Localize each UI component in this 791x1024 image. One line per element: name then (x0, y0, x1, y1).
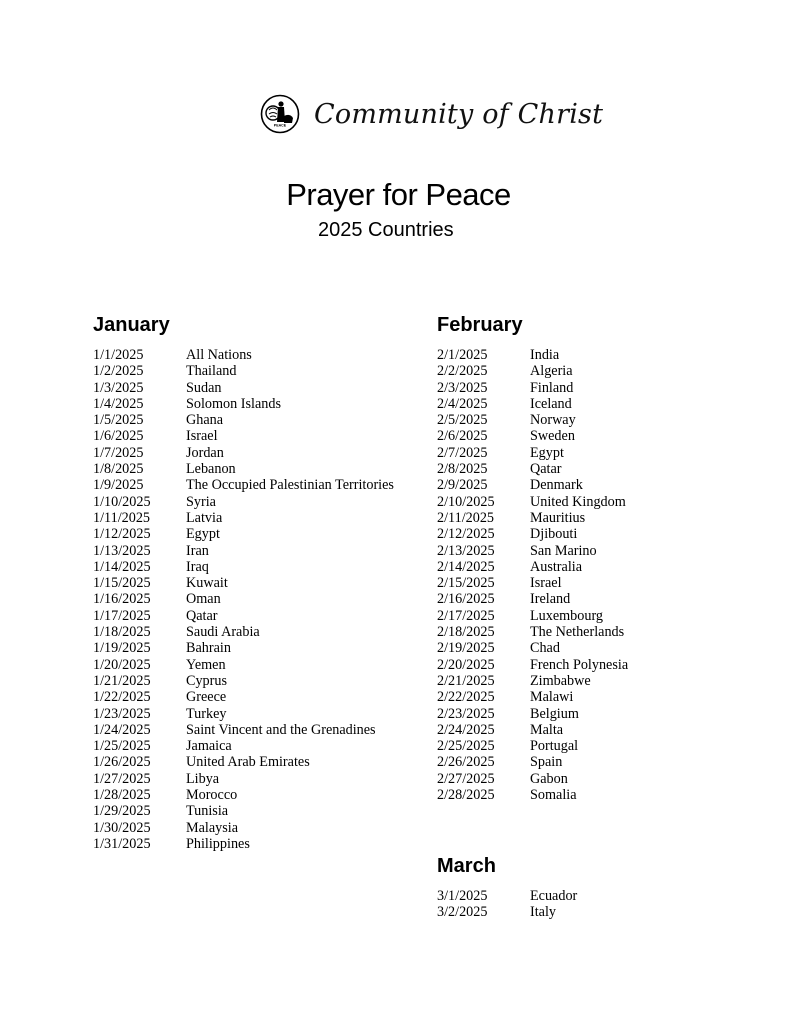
list-item (437, 559, 628, 575)
entry-date: 1/20/2025 (93, 656, 151, 673)
entry-date: 2/1/2025 (437, 347, 488, 363)
entry-date: 1/14/2025 (93, 558, 151, 575)
list-item (437, 396, 628, 412)
entry-country: Norway (530, 412, 576, 429)
list-item (93, 689, 394, 705)
entry-date: 2/25/2025 (437, 738, 495, 755)
entry-date: 1/12/2025 (93, 526, 151, 543)
organization-name: Community of Christ (314, 98, 604, 130)
list-item (437, 888, 577, 904)
entry-country: Ireland (530, 591, 571, 608)
list-item (93, 608, 394, 624)
entry-date: 1/5/2025 (93, 412, 144, 429)
entry-country: Iraq (186, 558, 209, 575)
entry-country: Egypt (530, 444, 564, 461)
entry-country: Luxembourg (530, 607, 604, 624)
entry-date: 2/11/2025 (437, 509, 495, 526)
entry-country: Portugal (530, 738, 579, 755)
entry-date: 2/27/2025 (437, 770, 495, 787)
entry-country: Italy (530, 904, 556, 921)
month-section-january (93, 311, 394, 852)
entry-country: French Polynesia (530, 656, 629, 673)
list-item (93, 461, 394, 477)
entry-country: Malawi (530, 689, 574, 706)
entry-date: 1/16/2025 (93, 591, 151, 608)
entry-date: 3/2/2025 (437, 904, 488, 921)
entry-country: Tunisia (186, 803, 229, 820)
entry-country: Libya (186, 770, 220, 787)
entry-date: 3/1/2025 (437, 888, 488, 904)
entry-date: 2/14/2025 (437, 558, 495, 575)
list-item (93, 820, 394, 836)
list-item (437, 428, 628, 444)
entry-country: Solomon Islands (186, 395, 281, 412)
list-item (93, 428, 394, 444)
list-item (437, 722, 628, 738)
list-item (93, 706, 394, 722)
entry-date: 1/4/2025 (93, 395, 144, 412)
entry-date: 2/16/2025 (437, 591, 495, 608)
entry-date: 2/18/2025 (437, 624, 495, 641)
list-item (437, 657, 628, 673)
list-item (437, 575, 628, 591)
entry-date: 1/28/2025 (93, 787, 151, 804)
entry-date: 1/21/2025 (93, 672, 151, 689)
entry-country: Qatar (186, 607, 218, 624)
entry-date: 2/13/2025 (437, 542, 495, 559)
entry-country: India (530, 347, 560, 363)
list-item (437, 510, 628, 526)
entry-country: Zimbabwe (530, 672, 591, 689)
entry-country: Belgium (530, 705, 579, 722)
entry-country: Mauritius (530, 509, 586, 526)
entry-date: 2/22/2025 (437, 689, 495, 706)
entry-country: The Occupied Palestinian Territories (186, 477, 394, 494)
entry-country: Somalia (530, 787, 577, 804)
entry-country: Israel (530, 575, 562, 592)
entry-country: Denmark (530, 477, 583, 494)
list-item (437, 904, 577, 920)
list-item (93, 738, 394, 754)
entry-date: 2/9/2025 (437, 477, 488, 494)
entry-date: 1/2/2025 (93, 363, 144, 380)
entry-date: 2/10/2025 (437, 493, 495, 510)
list-item (437, 526, 628, 542)
entry-country: Malaysia (186, 819, 239, 836)
entry-date: 1/17/2025 (93, 607, 151, 624)
entry-country: Gabon (530, 770, 568, 787)
list-item (437, 477, 628, 493)
entry-country: San Marino (530, 542, 597, 559)
entry-date: 1/11/2025 (93, 509, 151, 526)
list-item (437, 445, 628, 461)
entry-date: 1/10/2025 (93, 493, 151, 510)
entry-country: Australia (530, 558, 583, 575)
entry-date: 1/25/2025 (93, 738, 151, 755)
entry-country: Morocco (186, 787, 238, 804)
entry-date: 1/15/2025 (93, 575, 151, 592)
entry-country: Jordan (186, 444, 224, 461)
list-item (93, 510, 394, 526)
entry-country: Cyprus (186, 672, 227, 689)
entry-date: 1/13/2025 (93, 542, 151, 559)
list-item (93, 657, 394, 673)
month-section-march (437, 852, 577, 921)
list-item (93, 543, 394, 559)
entry-country: Turkey (186, 705, 227, 722)
entry-date: 2/3/2025 (437, 379, 488, 396)
list-item (437, 624, 628, 640)
list-item (93, 363, 394, 379)
list-item (437, 543, 628, 559)
entry-country: Sudan (186, 379, 222, 396)
list-item (93, 673, 394, 689)
list-item (93, 396, 394, 412)
month-section-february (437, 311, 628, 803)
entry-date: 1/3/2025 (93, 379, 144, 396)
list-item (437, 640, 628, 656)
entry-date: 2/12/2025 (437, 526, 495, 543)
entry-country: Greece (186, 689, 227, 706)
entry-country: Latvia (186, 509, 223, 526)
entry-country: Saint Vincent and the Grenadines (186, 721, 376, 738)
entry-country: All Nations (186, 347, 252, 363)
entry-date: 1/8/2025 (93, 461, 144, 478)
entry-date: 2/28/2025 (437, 787, 495, 804)
entry-date: 1/24/2025 (93, 721, 151, 738)
entry-country: Saudi Arabia (186, 624, 260, 641)
entry-list (437, 888, 577, 921)
entry-date: 1/29/2025 (93, 803, 151, 820)
entry-date: 1/31/2025 (93, 835, 151, 852)
list-item (93, 445, 394, 461)
entry-date: 2/24/2025 (437, 721, 495, 738)
list-item (437, 494, 628, 510)
entry-country: United Arab Emirates (186, 754, 310, 771)
list-item (93, 526, 394, 542)
entry-date: 1/18/2025 (93, 624, 151, 641)
list-item (93, 412, 394, 428)
entry-country: United Kingdom (530, 493, 626, 510)
list-item (437, 347, 628, 363)
list-item (93, 836, 394, 852)
entry-date: 2/5/2025 (437, 412, 488, 429)
entry-country: Jamaica (186, 738, 232, 755)
entry-country: Bahrain (186, 640, 231, 657)
month-heading: January (93, 314, 170, 336)
entry-date: 2/17/2025 (437, 607, 495, 624)
header (260, 92, 603, 136)
entry-date: 1/19/2025 (93, 640, 151, 657)
list-item (437, 754, 628, 770)
list-item (437, 363, 628, 379)
list-item (93, 380, 394, 396)
entry-country: Oman (186, 591, 221, 608)
entry-country: Qatar (530, 461, 562, 478)
peace-seal-logo-icon (260, 94, 300, 134)
entry-date: 2/21/2025 (437, 672, 495, 689)
entry-country: Ghana (186, 412, 224, 429)
entry-country: Finland (530, 379, 574, 396)
list-item (93, 754, 394, 770)
entry-country: Iran (186, 542, 209, 559)
entry-country: Algeria (530, 363, 573, 380)
list-item (93, 624, 394, 640)
entry-date: 1/27/2025 (93, 770, 151, 787)
list-item (93, 771, 394, 787)
entry-country: Israel (186, 428, 218, 445)
entry-country: Ecuador (530, 888, 578, 904)
entry-country: Philippines (186, 835, 250, 852)
entry-country: Thailand (186, 363, 237, 380)
entry-country: Kuwait (186, 575, 228, 592)
entry-date: 2/7/2025 (437, 444, 488, 461)
list-item (437, 673, 628, 689)
list-item (93, 787, 394, 803)
entry-country: Spain (530, 754, 563, 771)
entry-country: Egypt (186, 526, 220, 543)
page-title: Prayer for Peace (286, 177, 511, 212)
entry-date: 1/9/2025 (93, 477, 144, 494)
list-item (437, 771, 628, 787)
list-item (93, 494, 394, 510)
entry-date: 2/2/2025 (437, 363, 488, 380)
list-item (93, 803, 394, 819)
list-item (437, 608, 628, 624)
list-item (93, 477, 394, 493)
entry-country: Lebanon (186, 461, 236, 478)
entry-country: The Netherlands (530, 624, 625, 641)
entry-list (93, 347, 394, 852)
entry-date: 2/8/2025 (437, 461, 488, 478)
list-item (437, 412, 628, 428)
list-item (437, 689, 628, 705)
list-item (93, 591, 394, 607)
list-item (437, 738, 628, 754)
entry-country: Yemen (186, 656, 226, 673)
list-item (437, 787, 628, 803)
entry-date: 2/6/2025 (437, 428, 488, 445)
entry-date: 2/26/2025 (437, 754, 495, 771)
entry-date: 1/23/2025 (93, 705, 151, 722)
logo-caption: PEACE (273, 123, 287, 128)
entry-country: Sweden (530, 428, 575, 445)
list-item (93, 559, 394, 575)
list-item (437, 706, 628, 722)
month-heading: February (437, 314, 523, 336)
entry-country: Malta (530, 721, 564, 738)
list-item (437, 380, 628, 396)
entry-country: Iceland (530, 395, 572, 412)
entry-date: 1/6/2025 (93, 428, 144, 445)
entry-date: 2/15/2025 (437, 575, 495, 592)
entry-date: 1/26/2025 (93, 754, 151, 771)
entry-date: 1/22/2025 (93, 689, 151, 706)
entry-date: 2/4/2025 (437, 395, 488, 412)
list-item (437, 591, 628, 607)
entry-country: Djibouti (530, 526, 578, 543)
entry-list (437, 347, 628, 803)
list-item (93, 722, 394, 738)
entry-country: Chad (530, 640, 560, 657)
entry-date: 1/1/2025 (93, 347, 144, 363)
entry-date: 1/30/2025 (93, 819, 151, 836)
page-subtitle: 2025 Countries (318, 219, 454, 241)
entry-country: Syria (186, 493, 216, 510)
entry-date: 2/20/2025 (437, 656, 495, 673)
list-item (93, 575, 394, 591)
entry-date: 2/23/2025 (437, 705, 495, 722)
list-item (93, 347, 394, 363)
month-heading: March (437, 855, 496, 877)
entry-date: 1/7/2025 (93, 444, 144, 461)
list-item (93, 640, 394, 656)
list-item (437, 461, 628, 477)
entry-date: 2/19/2025 (437, 640, 495, 657)
